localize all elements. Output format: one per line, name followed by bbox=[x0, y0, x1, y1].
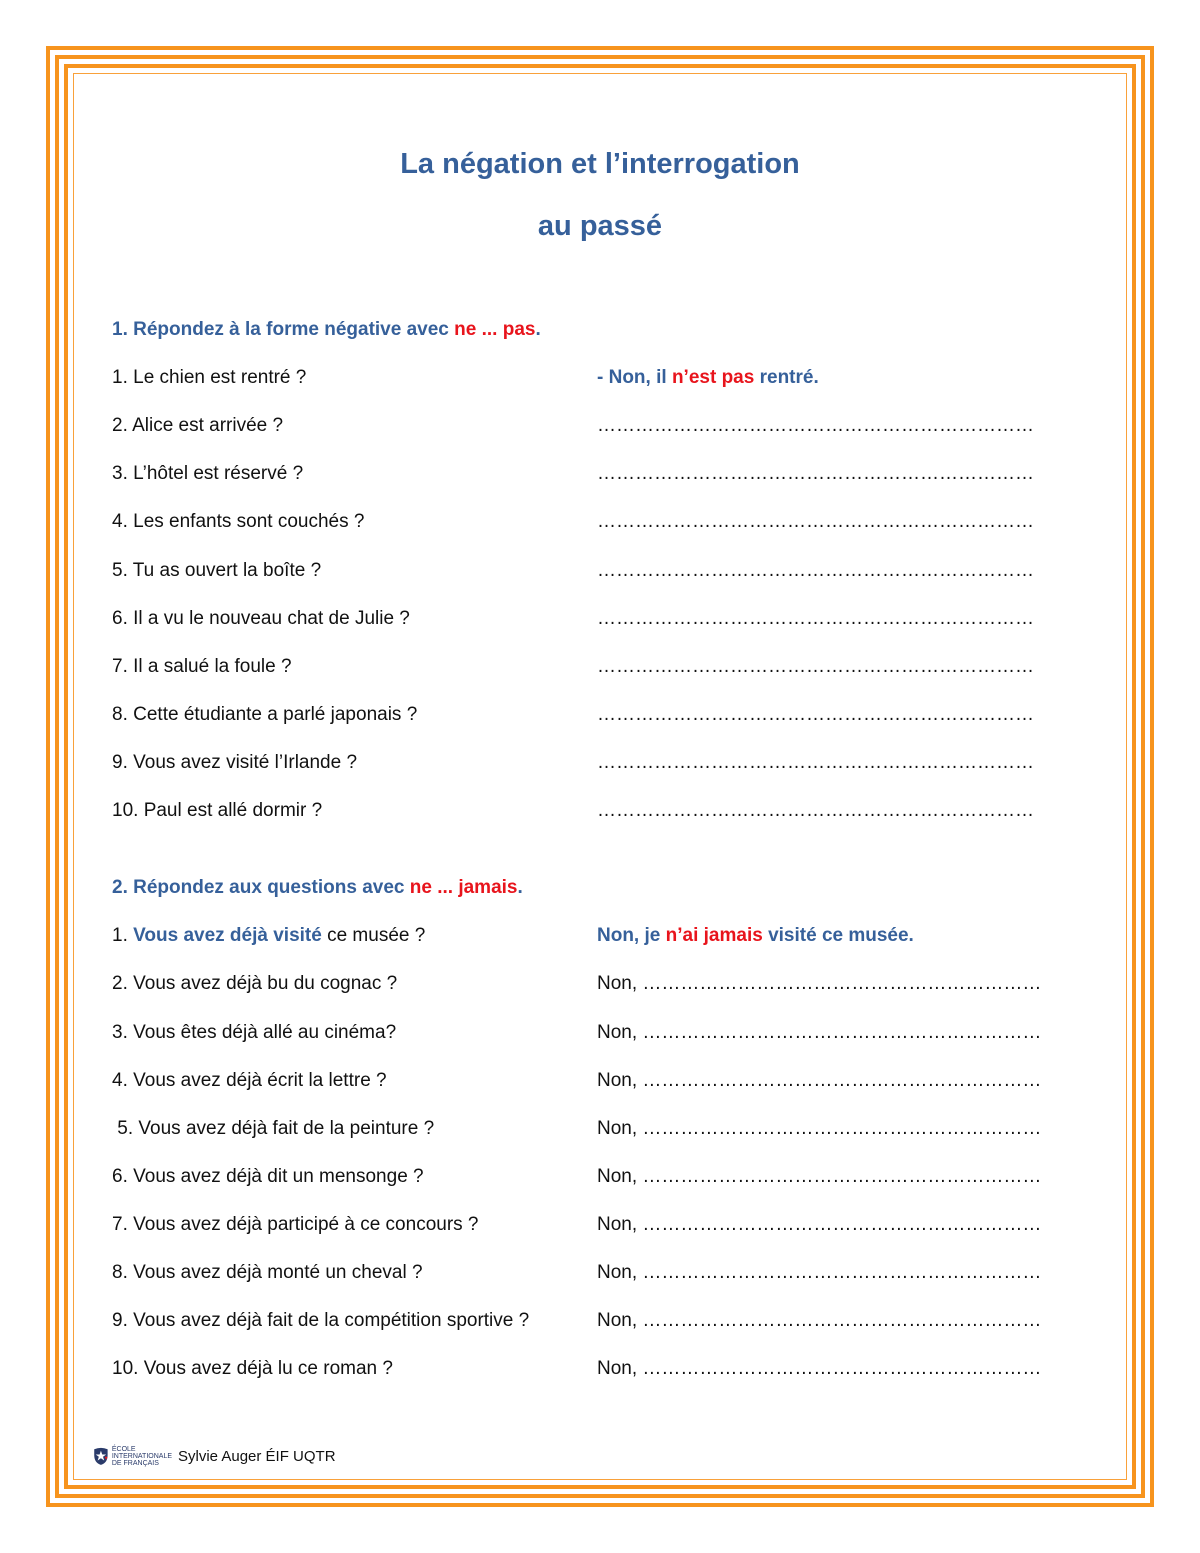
section1-heading-highlight: ne ... pas bbox=[454, 319, 536, 340]
logo-text-line: INTERNATIONALE bbox=[111, 1452, 172, 1460]
exercise1-row bbox=[0, 367, 1200, 395]
exercise1-answer-line[interactable]: …………………………………………………………… bbox=[597, 463, 1034, 484]
exercise2-row bbox=[0, 1070, 1200, 1098]
exercise2-row bbox=[0, 1166, 1200, 1194]
answer-negation-jamais: jamais bbox=[703, 925, 763, 946]
star-logo-icon bbox=[92, 1443, 110, 1469]
exercise2-question: 7. Vous avez déjà participé à ce concours ? bbox=[112, 1214, 479, 1235]
section2-heading-suffix: . bbox=[517, 877, 523, 898]
exercise2-question: 3. Vous êtes déjà allé au cinéma? bbox=[112, 1022, 397, 1043]
exercise2-answer-line[interactable]: Non, ……………………………………………………… bbox=[597, 973, 1042, 994]
answer-negation-ne: n’est bbox=[671, 367, 717, 388]
exercise2-question: 8. Vous avez déjà monté un cheval ? bbox=[112, 1262, 423, 1283]
exercise2-answer bbox=[597, 925, 914, 947]
exercise2-row bbox=[0, 1358, 1200, 1386]
exercise2-row bbox=[0, 1214, 1200, 1242]
exercise1-question: 5. Tu as ouvert la boîte ? bbox=[112, 560, 322, 581]
page-subtitle: au passé bbox=[537, 210, 663, 242]
exercise1-row bbox=[0, 800, 1200, 828]
exercise2-answer-line[interactable]: Non, ……………………………………………………… bbox=[597, 1166, 1042, 1187]
exercise1-question: 2. Alice est arrivée ? bbox=[112, 415, 284, 436]
exercise1-row bbox=[0, 608, 1200, 636]
exercise1-answer-line[interactable]: …………………………………………………………… bbox=[597, 608, 1034, 629]
exercise2-answer-line[interactable]: Non, ……………………………………………………… bbox=[597, 1118, 1042, 1139]
section2-heading-highlight: ne ... jamais bbox=[409, 877, 518, 898]
exercise1-answer bbox=[597, 367, 819, 389]
question-highlight: Vous avez déjà visité bbox=[133, 925, 322, 946]
exercise1-question: 6. Il a vu le nouveau chat de Julie ? bbox=[112, 608, 410, 629]
answer-text: rentré. bbox=[754, 367, 819, 388]
exercise1-row bbox=[0, 656, 1200, 684]
exercise2-question: 6. Vous avez déjà dit un mensonge ? bbox=[112, 1166, 424, 1187]
section1-heading-text: 1. Répondez à la forme négative avec bbox=[112, 319, 455, 340]
exercise1-question: 9. Vous avez visité l’Irlande ? bbox=[112, 752, 358, 773]
question-number: 1. bbox=[112, 925, 134, 946]
exercise1-question: 10. Paul est allé dormir ? bbox=[112, 800, 323, 821]
exercise2-question: 9. Vous avez déjà fait de la compétition sportive ? bbox=[112, 1310, 530, 1331]
exercise1-question: 8. Cette étudiante a parlé japonais ? bbox=[112, 704, 418, 725]
section2-heading-text: 2. Répondez aux questions avec bbox=[112, 877, 410, 898]
exercise1-row bbox=[0, 560, 1200, 588]
exercise2-row bbox=[0, 1310, 1200, 1338]
exercise2-question: 10. Vous avez déjà lu ce roman ? bbox=[112, 1358, 393, 1379]
section1-heading bbox=[112, 319, 541, 341]
exercise1-question: 1. Le chien est rentré ? bbox=[112, 367, 307, 388]
exercise1-row bbox=[0, 511, 1200, 539]
exercise2-question bbox=[112, 925, 425, 947]
exercise1-question: 7. Il a salué la foule ? bbox=[112, 656, 292, 677]
exercise2-question: 2. Vous avez déjà bu du cognac ? bbox=[112, 973, 398, 994]
exercise1-row bbox=[0, 704, 1200, 732]
exercise1-answer-line[interactable]: …………………………………………………………… bbox=[597, 800, 1034, 821]
exercise2-question: 5. Vous avez déjà fait de la peinture ? bbox=[112, 1118, 435, 1139]
page-title: La négation et l’interrogation bbox=[400, 148, 800, 180]
exercise1-answer-line[interactable]: …………………………………………………………… bbox=[597, 704, 1034, 725]
exercise2-row bbox=[0, 973, 1200, 1001]
exercise1-row bbox=[0, 415, 1200, 443]
answer-negation-pas: pas bbox=[721, 367, 755, 388]
exercise1-answer-line[interactable]: …………………………………………………………… bbox=[597, 511, 1034, 532]
question-text: ce musée ? bbox=[321, 925, 426, 946]
footer-credit: Sylvie Auger ÉIF UQTR bbox=[178, 1447, 336, 1465]
exercise1-question: 3. L’hôtel est réservé ? bbox=[112, 463, 304, 484]
exercise2-row bbox=[0, 1262, 1200, 1290]
footer bbox=[92, 1440, 336, 1472]
logo-text-line: ÉCOLE bbox=[111, 1445, 136, 1453]
exercise2-answer-line[interactable]: Non, ……………………………………………………… bbox=[597, 1262, 1042, 1283]
answer-text: Non, je bbox=[597, 925, 666, 946]
exercise1-answer-line[interactable]: …………………………………………………………… bbox=[597, 415, 1034, 436]
section1-heading-suffix: . bbox=[535, 319, 541, 340]
exercise2-answer-line[interactable]: Non, ……………………………………………………… bbox=[597, 1358, 1042, 1379]
exercise2-answer-line[interactable]: Non, ……………………………………………………… bbox=[597, 1022, 1042, 1043]
exercise2-row bbox=[0, 1022, 1200, 1050]
exercise1-row bbox=[0, 463, 1200, 491]
exercise2-answer-line[interactable]: Non, ……………………………………………………… bbox=[597, 1310, 1042, 1331]
exercise2-row bbox=[0, 925, 1200, 953]
exercise1-answer-line[interactable]: …………………………………………………………… bbox=[597, 560, 1034, 581]
exercise2-answer-line[interactable]: Non, ……………………………………………………… bbox=[597, 1214, 1042, 1235]
exercise2-answer-line[interactable]: Non, ……………………………………………………… bbox=[597, 1070, 1042, 1091]
logo-text-line: DE FRANÇAIS bbox=[111, 1459, 159, 1467]
answer-negation-ne: n’ai bbox=[665, 925, 699, 946]
exercise1-answer-line[interactable]: …………………………………………………………… bbox=[597, 656, 1034, 677]
section2-heading bbox=[112, 877, 523, 899]
exercise2-row bbox=[0, 1118, 1200, 1146]
answer-text: visité ce musée. bbox=[762, 925, 914, 946]
exercise1-answer-line[interactable]: …………………………………………………………… bbox=[597, 752, 1034, 773]
logo-text bbox=[112, 1446, 172, 1467]
exercise1-question: 4. Les enfants sont couchés ? bbox=[112, 511, 365, 532]
school-logo bbox=[92, 1441, 172, 1471]
exercise1-row bbox=[0, 752, 1200, 780]
answer-text: - Non, il bbox=[597, 367, 672, 388]
exercise2-question: 4. Vous avez déjà écrit la lettre ? bbox=[112, 1070, 387, 1091]
